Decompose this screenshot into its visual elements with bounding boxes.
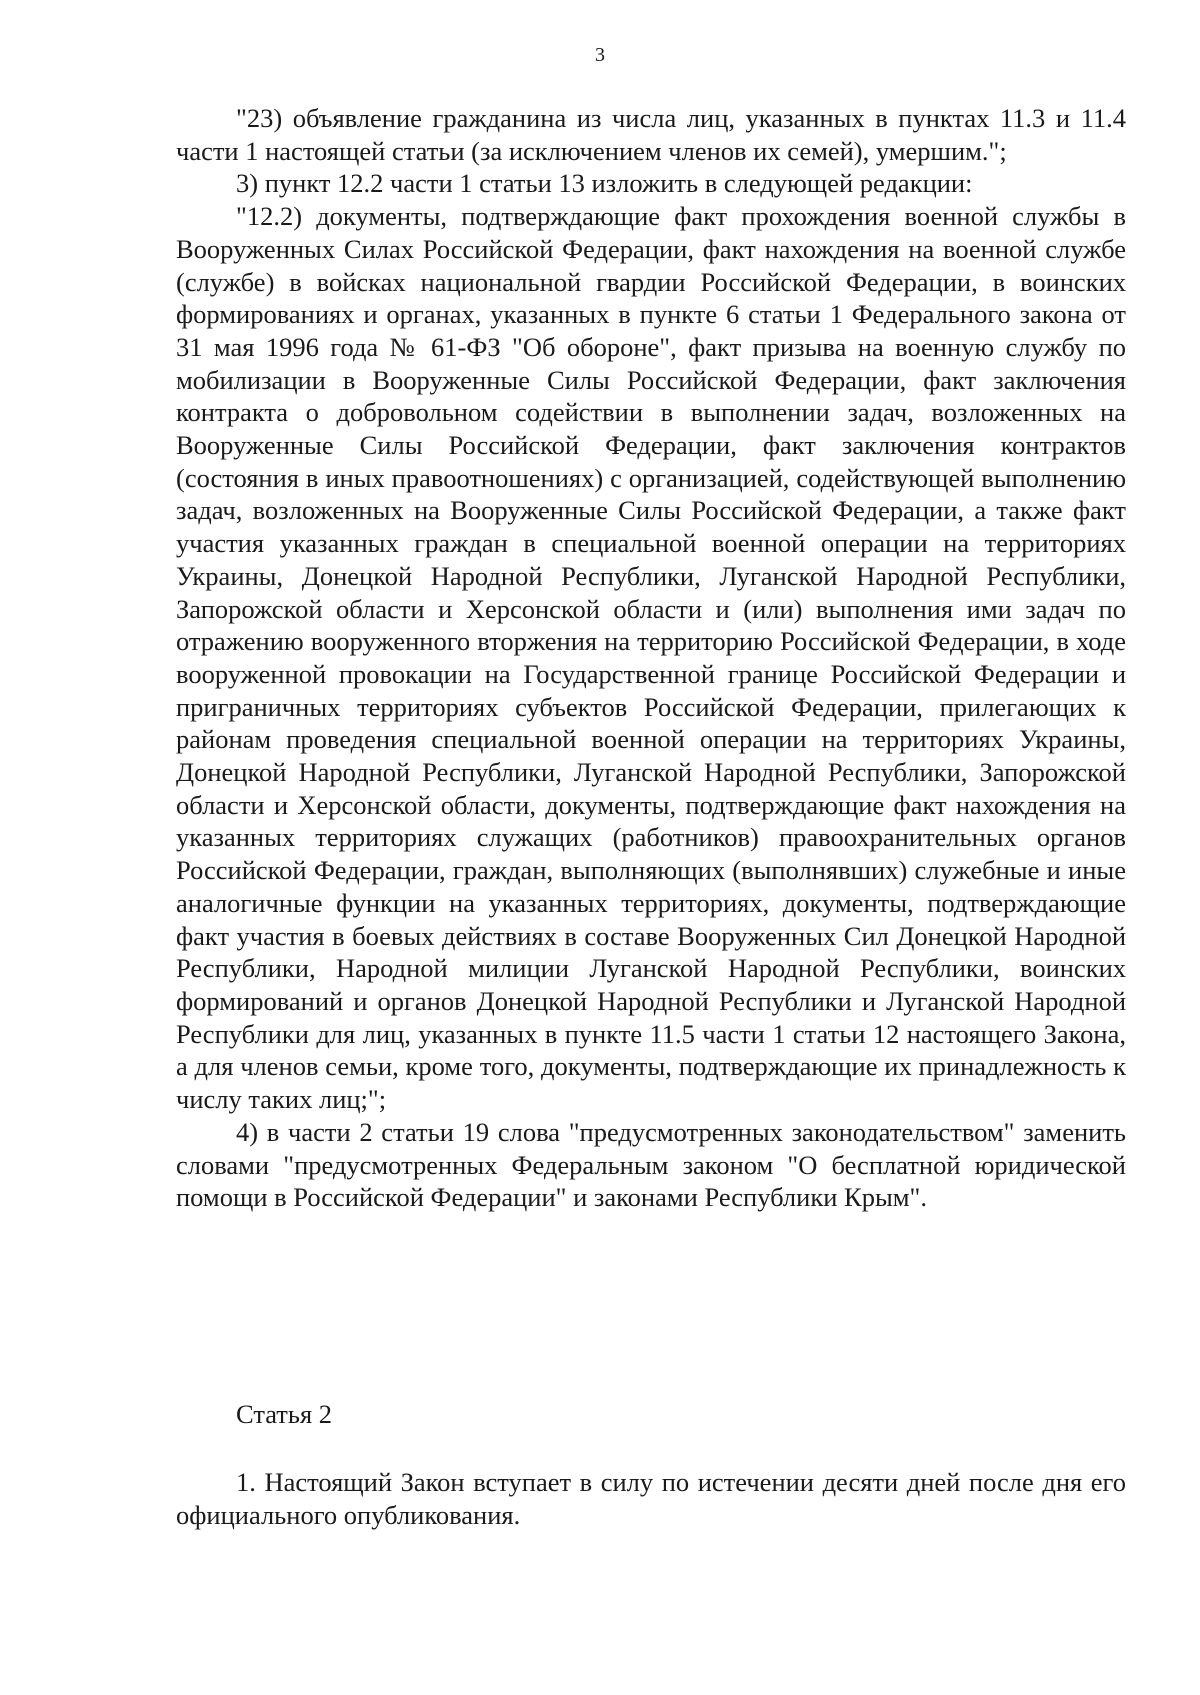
paragraph-item-12-2: "12.2) документы, подтверждающие факт прохождения военной службы в Вооруженных Силах Российской Федерации, факт нахождения на военной службе (службе) в войсках национальной гвардии Российской Федерации, в воинских формированиях и органах, указанных в пункте 6 статьи 1 Федерального закона от 31 мая 1996 года № 61-ФЗ "Об обороне", факт призыва на военную службу по мобилизации в Вооруженные Силы Российской Федерации, факт заключения контракта о добровольном содействии в выполнении задач, возложенных на Вооруженные Силы Российской Федерации, факт заключения контрактов (состояния в иных правоотношениях) с организацией, содействующей выполнению задач, возложенных на Вооруженные Силы Российской Федерации, а также факт участия указанных граждан в специальной военной операции на территориях Украины, Донецкой Народной Республики, Луганской Народной Республики, Запорожской области и Херсонской области и (или) выполнения ими задач по отражению вооруженного вторжения на территорию Российской Федерации, в ходе вооруженной провокации на Государственной границе Российской Федерации и приграничных территориях субъектов Российской Федерации, прилегающих к районам проведения специальной военной операции на территориях Украины, Донецкой Народной Республики, Луганской Народной Республики, Запорожской области и Херсонской области, документы, подтверждающие факт нахождения на указанных территориях служащих (работников) правоохранительных органов Российской Федерации, граждан, выполняющих (выполнявших) служебные и иные аналогичные функции на указанных территориях, документы, подтверждающие факт участия в боевых действиях в составе Вооруженных Сил Донецкой Народной Республики, Народной милиции Луганской Народной Республики, воинских формирований и органов Донецкой Народной Республики и Луганской Народной Республики для лиц, указанных в пункте 11.5 части 1 статьи 12 настоящего Закона, а для членов семьи, кроме того, документы, подтверждающие их принадлежность к числу таких лиц;"; <box>176 201 1126 1115</box>
article-body <box>176 1466 1126 1531</box>
article-heading: Статья 2 <box>236 1399 333 1429</box>
article-paragraph-1: 1. Настоящий Закон вступает в силу по истечении десяти дней после дня его официального опубликования. <box>176 1467 1126 1530</box>
paragraph-item-23: "23) объявление гражданина из числа лиц, указанных в пунктах 11.3 и 11.4 части 1 настоящей статьи (за исключением членов их семей), умершим."; <box>176 103 1126 166</box>
paragraph-amendment-3: 3) пункт 12.2 части 1 статьи 13 изложить в следующей редакции: <box>236 168 973 199</box>
paragraph-amendment-4: 4) в части 2 статьи 19 слова "предусмотренных законодательством" заменить словами "предусмотренных Федеральным законом "О бесплатной юридической помощи в Российской Федерации" и законами Республики Крым". <box>176 1116 1126 1213</box>
document-body <box>176 102 1126 1214</box>
page-number: 3 <box>595 44 605 66</box>
